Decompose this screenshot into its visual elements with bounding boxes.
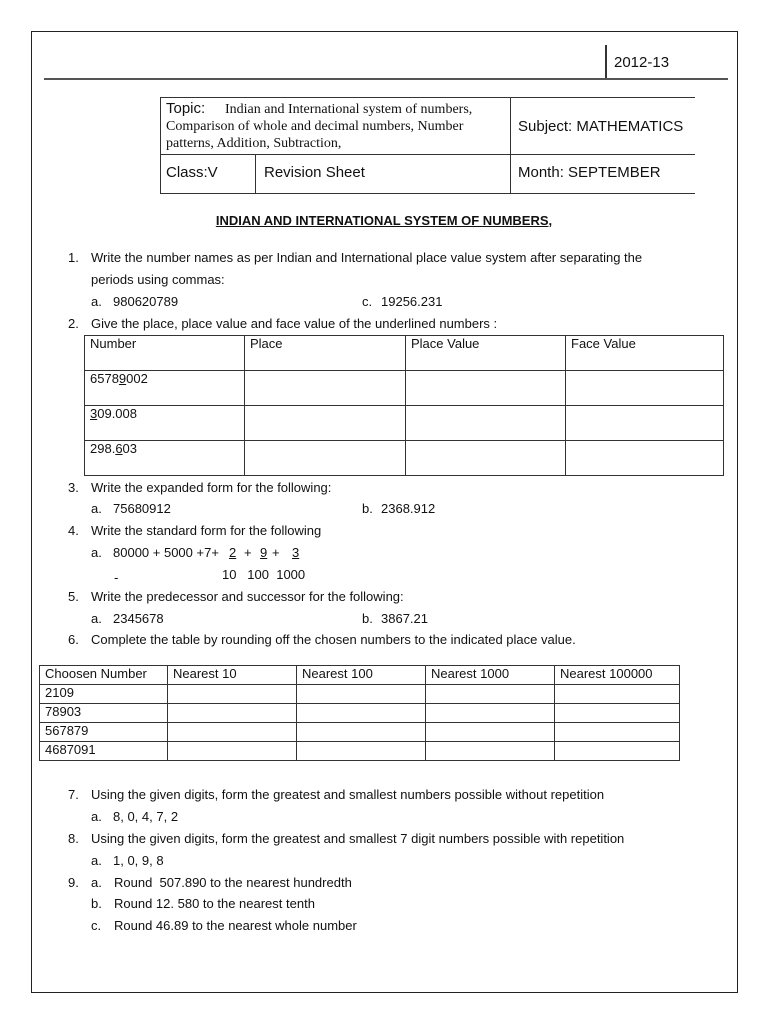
q9-b-label: b. xyxy=(91,896,102,911)
rt-answer-cell[interactable] xyxy=(168,742,297,761)
pv-place-value-cell[interactable] xyxy=(406,441,566,476)
pv-header-place: Place xyxy=(245,336,406,371)
pv-header-number: Number xyxy=(85,336,245,371)
q4-numerator-3: 3 xyxy=(292,545,300,560)
rt-answer-cell[interactable] xyxy=(426,704,555,723)
pv-header-place-value: Place Value xyxy=(406,336,566,371)
q1-text-line1: Write the number names as per Indian and International place value system after separating the xyxy=(91,250,643,265)
q5-number: 5. xyxy=(68,589,79,604)
rounding-table xyxy=(39,665,680,761)
q3-a-label: a. xyxy=(91,501,102,516)
q2-text: Give the place, place value and face value of the underlined numbers : xyxy=(91,316,498,331)
rt-answer-cell[interactable] xyxy=(426,685,555,704)
pv-header-face-value: Face Value xyxy=(566,336,724,371)
q3-b-value: 2368.912 xyxy=(381,501,436,516)
rt-number-cell: 4687091 xyxy=(40,742,168,761)
table-row xyxy=(40,723,680,742)
table-row xyxy=(85,406,724,441)
pv-number-cell: 65789002 xyxy=(85,371,245,406)
q4-a-expr: 80000 + 5000 +7+ xyxy=(113,545,219,560)
month-label: Month: SEPTEMBER xyxy=(518,164,661,181)
rt-header-chosen: Choosen Number xyxy=(40,666,168,685)
q3-text: Write the expanded form for the following: xyxy=(91,480,332,495)
subject-label: Subject: MATHEMATICS xyxy=(518,118,684,135)
q9-a-label: a. xyxy=(91,875,102,890)
year-divider xyxy=(605,45,607,79)
q4-dash: - xyxy=(114,570,119,585)
rt-answer-cell[interactable] xyxy=(555,704,680,723)
q5-a-value: 2345678 xyxy=(113,611,164,626)
table-row xyxy=(40,685,680,704)
table-row xyxy=(40,704,680,723)
q8-number: 8. xyxy=(68,831,79,846)
q6-number: 6. xyxy=(68,632,79,647)
q4-numerator-2: 9 xyxy=(260,545,268,560)
rt-answer-cell[interactable] xyxy=(297,704,426,723)
q3-b-label: b. xyxy=(362,501,373,516)
q1-text-line2: periods using commas: xyxy=(91,272,225,287)
q9-b-text: Round 12. 580 to the nearest tenth xyxy=(114,896,315,911)
rt-answer-cell[interactable] xyxy=(297,723,426,742)
rt-answer-cell[interactable] xyxy=(426,723,555,742)
q7-number: 7. xyxy=(68,787,79,802)
q9-c-text: Round 46.89 to the nearest whole number xyxy=(114,918,357,933)
q3-number: 3. xyxy=(68,480,79,495)
rt-answer-cell[interactable] xyxy=(168,704,297,723)
topic-text: Indian and International system of numbers, Comparison of whole and decimal numbers, Number patterns, Addition, Subtraction, xyxy=(166,102,473,151)
table-row xyxy=(85,371,724,406)
q9-a-text: Round 507.890 to the nearest hundredth xyxy=(114,875,352,890)
q4-plus-2: + xyxy=(272,545,280,560)
pv-place-cell[interactable] xyxy=(245,406,406,441)
pv-number-cell: 298.603 xyxy=(85,441,245,476)
q7-text: Using the given digits, form the greatest and smallest numbers possible without repetition xyxy=(91,787,605,802)
q6-text: Complete the table by rounding off the chosen numbers to the indicated place value. xyxy=(91,632,576,647)
rt-number-cell: 567879 xyxy=(40,723,168,742)
q5-text: Write the predecessor and successor for the following: xyxy=(91,589,404,604)
pv-face-value-cell[interactable] xyxy=(566,441,724,476)
q5-a-label: a. xyxy=(91,611,102,626)
q7-a-value: 8, 0, 4, 7, 2 xyxy=(113,809,179,824)
pv-face-value-cell[interactable] xyxy=(566,406,724,441)
q4-denominators: 10 100 1000 xyxy=(222,567,306,582)
rt-header-nearest-100000: Nearest 100000 xyxy=(555,666,680,685)
pv-face-value-cell[interactable] xyxy=(566,371,724,406)
rt-header-nearest-1000: Nearest 1000 xyxy=(426,666,555,685)
rt-number-cell: 78903 xyxy=(40,704,168,723)
q2-number: 2. xyxy=(68,316,79,331)
rt-number-cell: 2109 xyxy=(40,685,168,704)
q7-a-label: a. xyxy=(91,809,102,824)
rt-answer-cell[interactable] xyxy=(555,685,680,704)
pv-place-value-cell[interactable] xyxy=(406,371,566,406)
q1-number: 1. xyxy=(68,250,79,265)
q4-numerator-1: 2 xyxy=(229,545,237,560)
year-label: 2012-13 xyxy=(614,54,670,71)
info-table xyxy=(160,97,695,194)
rt-answer-cell[interactable] xyxy=(297,742,426,761)
q4-number: 4. xyxy=(68,523,79,538)
table-row xyxy=(40,742,680,761)
q1-c-label: c. xyxy=(362,294,373,309)
pv-place-cell[interactable] xyxy=(245,441,406,476)
rt-answer-cell[interactable] xyxy=(426,742,555,761)
pv-place-value-cell[interactable] xyxy=(406,406,566,441)
table-row xyxy=(85,441,724,476)
header-rule xyxy=(44,78,728,80)
q1-c-value: 19256.231 xyxy=(381,294,443,309)
q4-plus-1: + xyxy=(244,545,252,560)
sheet-label: Revision Sheet xyxy=(264,164,365,181)
rt-answer-cell[interactable] xyxy=(297,685,426,704)
rt-header-nearest-100: Nearest 100 xyxy=(297,666,426,685)
q1-a-value: 980620789 xyxy=(113,294,179,309)
q5-b-label: b. xyxy=(362,611,373,626)
rt-answer-cell[interactable] xyxy=(168,685,297,704)
topic-label: Topic: xyxy=(166,100,206,117)
pv-number-cell: 309.008 xyxy=(85,406,245,441)
place-value-table xyxy=(84,335,724,476)
q8-text: Using the given digits, form the greatest and smallest 7 digit numbers possible with repetition xyxy=(91,831,625,846)
class-label: Class:V xyxy=(166,164,218,181)
q4-text: Write the standard form for the following xyxy=(91,523,322,538)
rt-answer-cell[interactable] xyxy=(555,723,680,742)
q8-a-label: a. xyxy=(91,853,102,868)
rt-answer-cell[interactable] xyxy=(555,742,680,761)
q9-number: 9. xyxy=(68,875,79,890)
q4-a-label: a. xyxy=(91,545,102,560)
q3-a-value: 75680912 xyxy=(113,501,171,516)
rt-header-nearest-10: Nearest 10 xyxy=(168,666,297,685)
rt-answer-cell[interactable] xyxy=(168,723,297,742)
pv-place-cell[interactable] xyxy=(245,371,406,406)
section-title: INDIAN AND INTERNATIONAL SYSTEM OF NUMBERS, xyxy=(215,213,553,228)
q5-b-value: 3867.21 xyxy=(381,611,428,626)
q9-c-label: c. xyxy=(91,918,102,933)
q8-a-value: 1, 0, 9, 8 xyxy=(113,853,164,868)
q1-a-label: a. xyxy=(91,294,102,309)
